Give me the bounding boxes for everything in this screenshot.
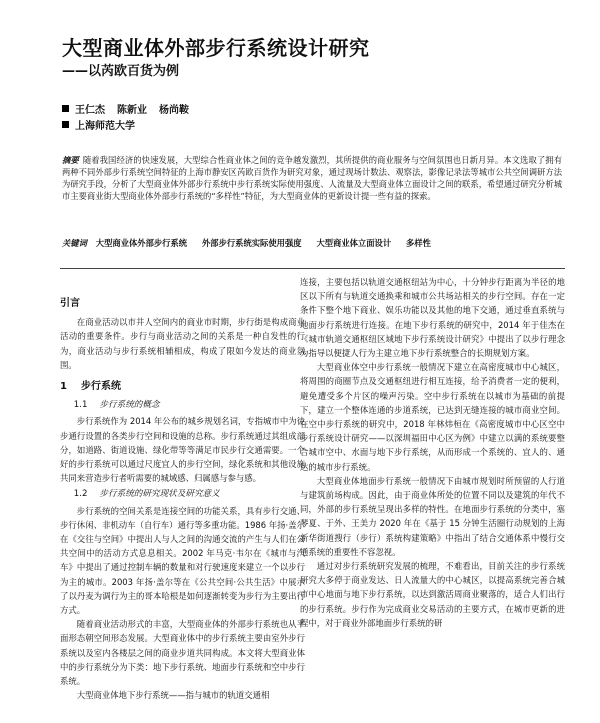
abstract-label: 摘要 bbox=[62, 155, 79, 165]
subsection-title: 步行系统的概念 bbox=[99, 400, 160, 411]
keyword: 外部步行系统实际使用强度 bbox=[201, 238, 302, 248]
intro-heading: 引言 bbox=[60, 298, 80, 309]
paper-title: 大型商业体外部步行系统设计研究 bbox=[62, 36, 370, 60]
author-row bbox=[62, 100, 189, 116]
body-paragraph: 大型商业体空中步行系统一般情况下建立在高密度城市中心城区，将周围的商圈节点及交通枢纽进行相互连接，给予消费者一定的便利，避免遭受多个片区的噪声污染。空中步行系统在以城市为基础的前提下，建立一个整体连通的步道系统，已达到无缝连接的城市商业空间。在空中步行系统的研究中，2018 年林炜桓在《高密度城市中心区空中步行系统设计研究——以深圳福田中心区为例》中建立以满的系统要整合城市空中、水面与地下步行系统，从而形成一个系统的、宜人的、通达的城市步行系统。 bbox=[300, 362, 565, 472]
body-paragraph: 连接，主要包括以轨道交通枢纽站为中心，十分钟步行距离为半径的地区以下所有与轨道交通换乘和城市公共场站相关的步行空间。存在一定条件下整个地下商业、娱乐功能以及其他的地下交通，通过垂直系统与地面步行系统进行连接。在地下步行系统的研究中，2014 年于佳杰在《城市轨道交通枢纽区域地下步行系统设计研究》中提出了以步行理念为指导以便捷人行为主建立地下步行系统整合的长期规划方案。 bbox=[300, 277, 565, 359]
keyword: 多样性 bbox=[406, 238, 431, 248]
subsection-heading bbox=[74, 398, 305, 412]
section-heading bbox=[60, 380, 305, 394]
author-block bbox=[62, 100, 189, 132]
abstract-text: 随着我国经济的快速发展，大型综合性商业体之间的竞争越发激烈，其所提供的商业服务与空间氛围也日新月异。本文选取了拥有两种不同外部步行系统空间特征的上海市静安区芮欧百货作为研究对象，通过现场计数法、观察法，影像记录法等城市公共空间调研方法为研究手段，分析了大型商业体外部步行系统中步行系统实际使用强度、人流量及大型商业体立面设计之间的联系，希望通过研究分析城市主要商业街大型商业体外部步行系统的“多样性”特征，为大型商业体的更新设计提一些有益的探索。 bbox=[62, 155, 562, 201]
square-bullet-icon bbox=[62, 121, 69, 128]
keywords-label: 关键词 bbox=[62, 238, 87, 248]
subsection-title: 步行系统的研究现状及研究意义 bbox=[99, 489, 220, 500]
intro-paragraph: 在商业活动以市井人空间内的商业市时期，步行街是构成商业活动的重要条件。步行与商业活动之间的关系是一种自发性的行为，商业活动与步行系统相辅相成，构成了限如今发达的商业氛围。 bbox=[60, 317, 305, 370]
keywords bbox=[62, 237, 582, 249]
author-affiliation: 上海师范大学 bbox=[75, 120, 135, 132]
subsection-number: 1.1 bbox=[73, 400, 88, 411]
author-name: 王仁杰 bbox=[75, 104, 105, 116]
left-divider bbox=[60, 268, 300, 269]
abstract bbox=[62, 154, 562, 202]
body-paragraph: 步行系统的空间关系是连接空间的功能关系，具有步行交通、步行休闲、非机动车（自行车）通行等多重功能。1986 年扬·盖尔在《交往与空间》中提出人与人之间的沟通交流的产生与人们在公共空间中的活动方式息息相关。2002 年马克·韦尔在《城市与汽车》中提出了通过控制车辆的数量和对行驶速度来建立一个以步行为主的城市。2003 年扬·盖尔等在《公共空间·公共生活》中展示了以丹麦为调行为主的哥本哈根是如何逐渐转变为步行为主要出行方式。 bbox=[60, 505, 305, 616]
left-column bbox=[60, 275, 305, 723]
section-title: 步行系统 bbox=[80, 381, 121, 393]
subsection-number: 1.2 bbox=[73, 489, 88, 500]
subsection-heading bbox=[74, 487, 305, 501]
keyword: 大型商业体外部步行系统 bbox=[95, 238, 188, 248]
square-bullet-icon bbox=[62, 105, 69, 112]
body-paragraph: 随着商业活动形式的丰富，大型商业体的外部步行系统也从平面形态朝空间形态发展。大型商业体中的步行系统主要由室外步行系统以及室内各楼层之间的商业步道共同构成。本文将大型商业体中的步行系统分为下类：地下步行系统、地面步行系统和空中步行系统。 bbox=[60, 619, 305, 687]
body-paragraph: 通过对步行系统研究发展的梳理，不难看出，目前关注的步行系统研究大多停于商业发达、日人流量大的中心城区，以提高系统完善合城市中心地面与地下步行系统，以达到激活周商业聚落的，适合人们出行的步行系统。步行作为完成商业交易活动的主要方式，在城市更新的进程中，对于商业外部地面步行系统的研 bbox=[300, 561, 565, 628]
author-name: 陈新业 bbox=[117, 104, 147, 116]
body-paragraph: 步行系统作为 2014 年公布的城乡规划名词，专指城市中为徒步通行设置的各类步行空间和设施的总称。步行系统通过其组成部分，如道路、街道设施、绿化带等等满足市民步行交通需要。一个好的步行系统可以通过尺度宜人的步行空间，绿化系统和其他设施共同来营造步行者听需要的城域感、归属感与参与感。 bbox=[60, 416, 305, 484]
author-name: 杨尚鞍 bbox=[159, 104, 189, 116]
right-divider bbox=[300, 268, 565, 269]
body-paragraph: 大型商业体地面步行系统一般情况下由城市规划时所预留的人行道与建筑前场构成。因此，由于商业体所处的位置不同以及建筑的年代不同，外部的步行系统呈现出多样的特性。在地面步行系统的分类中，塞琴夏、于外、王美力 2020 年在《基于 15 分钟生活圈行动规划的上海新华街道搜行（步行）系统构建策略》中指出了结合交通体系中慢行交通系统的重要性不容忽视。 bbox=[300, 475, 565, 557]
section-number: 1 bbox=[60, 381, 67, 393]
keyword: 大型商业体立面设计 bbox=[316, 238, 392, 248]
body-paragraph: 大型商业体地下步行系统——指与城市的轨道交通相 bbox=[76, 690, 270, 701]
right-column bbox=[300, 275, 565, 723]
paper-subtitle: ——以芮欧百货为例 bbox=[62, 64, 180, 79]
affiliation-row bbox=[62, 116, 189, 132]
